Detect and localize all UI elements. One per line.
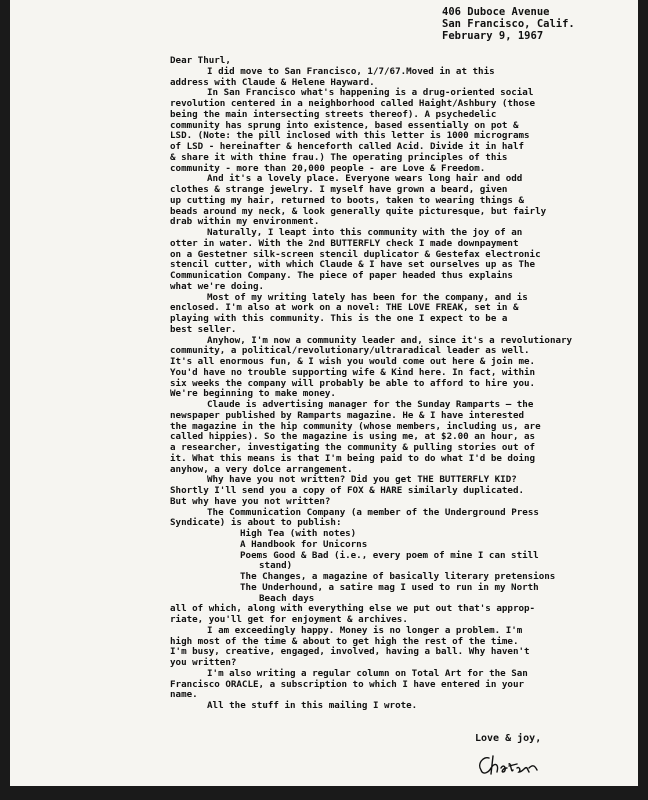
letter-line: The Changes, a magazine of basically literary pretensions (240, 571, 556, 582)
letter-line: called hippies). So the magazine is using me, at $2.00 an hour, as (170, 431, 536, 443)
letter-line: But why have you not written? (170, 495, 331, 507)
letter-line: High Tea (with notes) (240, 528, 357, 539)
letter-line: clothes & strange jewelry. I myself have grown a beard, given (170, 184, 508, 195)
letter-line: Why have you not written? Did you get THE BUTTERFLY KID? (207, 474, 517, 486)
letter-line: best seller. (170, 323, 237, 335)
letter-line: In San Francisco what's happening is a drug-oriented social (207, 87, 534, 99)
letter-line: The Underhound, a satire mag I used to run in my North (240, 581, 539, 593)
letter-line: newspaper published by Ramparts magazine. He & I have interested (170, 409, 525, 421)
letter-body (170, 56, 625, 712)
letter-line: up cutting my hair, returned to boots, taken to wearing things & (170, 194, 525, 206)
letter-line: name. (170, 689, 198, 701)
letter-line: beads around my neck, & look generally quite picturesque, but fairly (170, 205, 547, 217)
letter-line: All the stuff in this mailing I wrote. (207, 700, 418, 711)
letter-line: what we're doing. (170, 280, 265, 292)
letter-line: a researcher, investigating the community & pulling stories out of (170, 442, 536, 453)
letter-line: I'm also writing a regular column on Total Art for the San (207, 667, 528, 679)
letter-line: it. What this means is that I'm being paid to do what I'd be doing (170, 452, 536, 464)
letter-line: I did move to San Francisco, 1/7/67.Moved in at this (207, 65, 495, 77)
letter-line: We're beginning to make money. (170, 388, 336, 400)
letter-line: anyhow, a very dolce arrangement. (170, 463, 353, 475)
letter-line: community - more than 20,000 people - are Love & Freedom. (170, 162, 486, 174)
letter-line: Francisco ORACLE, a subscription to which I have entered in your (170, 678, 525, 690)
letter-line: on a Gestetner silk-screen stencil duplicator & Gestefax electronic (170, 248, 541, 260)
letter-page (10, 0, 638, 786)
letter-line: community has sprung into existence, based essentially on pot & (170, 119, 519, 131)
letter-line: It's all enormous fun, & I wish you would come out here & join me. (170, 356, 536, 367)
closing: Love & joy, (475, 733, 542, 744)
letter-line: & share it with thine frau.) The operating principles of this (170, 151, 508, 163)
letter-line: Shortly I'll send you a copy of FOX & HARE similarly duplicated. (170, 485, 525, 496)
salutation: Dear Thurl, (170, 55, 231, 66)
letter-line: Communication Company. The piece of paper headed thus explains (170, 270, 513, 281)
letter-line: address with Claude & Helene Hayward. (170, 76, 375, 88)
address-street: 406 Duboce Avenue (442, 6, 550, 18)
letter-line: Most of my writing lately has been for the company, and is (207, 291, 528, 303)
letter-line: of LSD - hereinafter & henceforth called Acid. Divide it in half (170, 141, 525, 152)
letter-line: The Communication Company (a member of the Underground Press (207, 506, 539, 518)
letter-line: all of which, along with everything else we put out that's approp- (170, 603, 536, 615)
letter-line: I'm busy, creative, engaged, involved, having a ball. Why haven't (170, 646, 530, 658)
letter-line: Naturally, I leapt into this community with the joy of an (207, 227, 523, 238)
letter-line: Poems Good & Bad (i.e., every poem of mine I can still (240, 549, 539, 561)
letter-line: stencil cutter, with which Claude & I have set ourselves up as The (170, 259, 536, 271)
letter-line: being the main intersecting streets thereof). A psychedelic (170, 108, 497, 120)
letter-line: revolution centered in a neighborhood called Haight/Ashbury (those (170, 98, 536, 109)
letter-line: six weeks the company will probably be able to afford to hire you. (170, 377, 536, 389)
letter-line: And it's a lovely place. Everyone wears long hair and odd (207, 173, 523, 185)
letter-line: playing with this community. This is the one I expect to be a (170, 313, 508, 324)
letter-line: I am exceedingly happy. Money is no longer a problem. I'm (207, 624, 523, 636)
letter-line: Beach days (259, 592, 315, 604)
letter-line: LSD. (Note: the pill inclosed with this letter is 1000 micrograms (170, 130, 530, 142)
letter-date: February 9, 1967 (442, 30, 544, 42)
letter-line: community, a political/revolutionary/ultraradical leader as well. (170, 345, 530, 357)
letter-line: Claude is advertising manager for the Sunday Ramparts — the (207, 399, 534, 410)
letter-line: stand) (259, 560, 293, 572)
letter-line: otter in water. With the 2nd BUTTERFLY check I made downpayment (170, 237, 519, 249)
letter-line: Syndicate) is about to publish: (170, 517, 342, 529)
letter-line: you written? (170, 657, 237, 668)
letter-line: drab within my environment. (170, 216, 320, 228)
scan-border (0, 786, 648, 800)
letter-line: the magazine in the hip community (whose members, including us, are (170, 420, 541, 432)
letter-line: You'd have no trouble supporting wife & Kind here. In fact, within (170, 366, 536, 378)
letter-line: high most of the time & about to get high the rest of the time. (170, 635, 519, 647)
sender-address (442, 6, 575, 42)
address-city: San Francisco, Calif. (442, 18, 575, 30)
letter-line: Anyhow, I'm now a community leader and, since it's a revolutionary (207, 334, 573, 346)
letter-line: A Handbook for Unicorns (240, 538, 368, 550)
letter-line: riate, you'll get for enjoyment & archives. (170, 614, 408, 625)
handwritten-signature (473, 752, 543, 780)
letter-line: enclosed. I'm also at work on a novel: THE LOVE FREAK, set in & (170, 302, 519, 314)
